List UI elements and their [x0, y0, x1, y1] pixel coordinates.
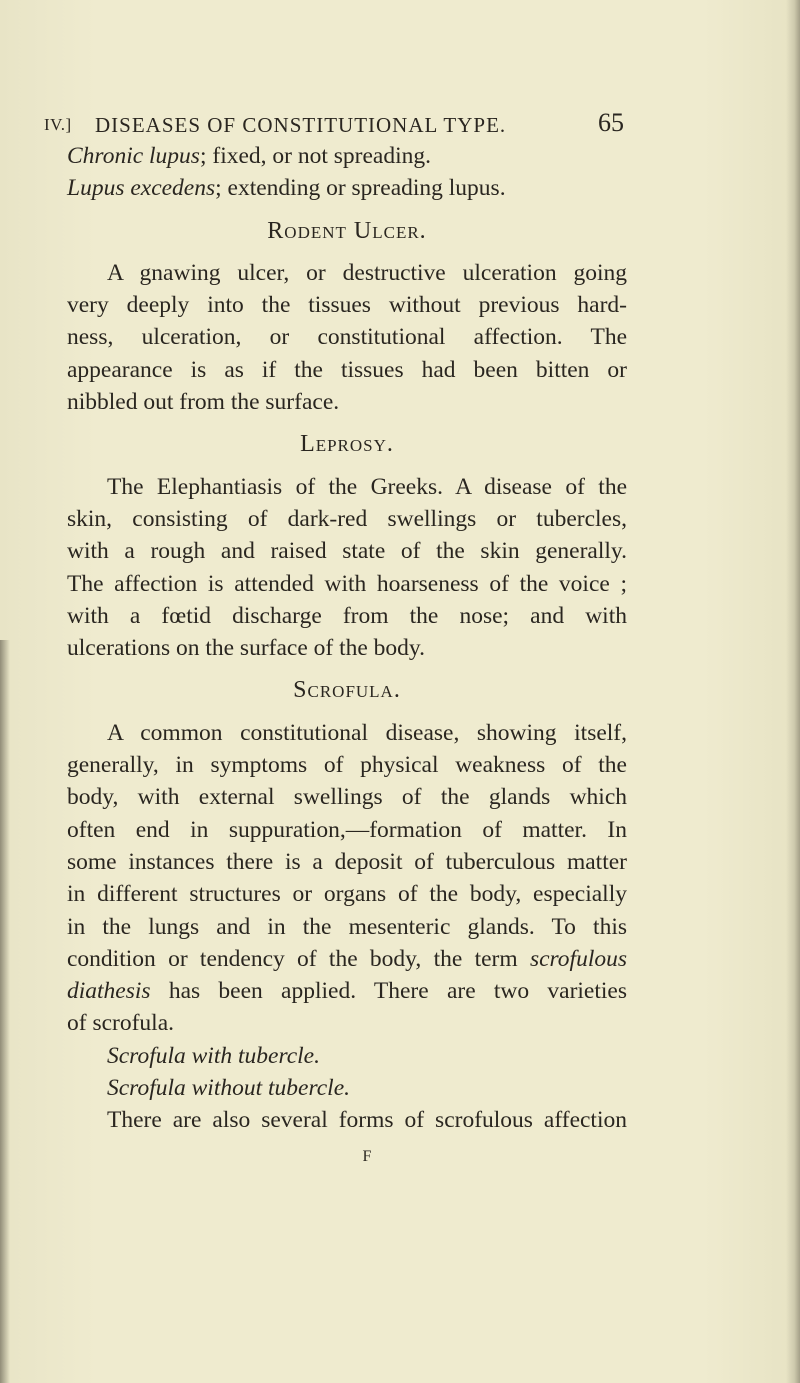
section-heading-rodent-ulcer: Rodent Ulcer.: [267, 217, 427, 244]
section-heading-scrofula: Scrofula.: [293, 677, 401, 704]
term-chronic-lupus: Chronic lupus: [67, 143, 200, 169]
term-scrofula-without-tubercle: Scrofula without tubercle.: [107, 1075, 351, 1102]
signature-mark: F: [362, 1147, 372, 1165]
text-line: ulcerations on the surface of the body.: [67, 635, 426, 662]
text-line: often end in suppuration,—formation of matter. In: [67, 816, 627, 843]
definition-text: ; extending or spreading lupus.: [215, 175, 506, 202]
paragraph-leprosy: [67, 471, 627, 665]
term-lupus-excedens: Lupus excedens: [67, 175, 216, 202]
binding-shadow: [0, 640, 10, 1383]
text-line: [67, 975, 627, 1007]
text-line: A gnawing ulcer, or destructive ulceration going: [107, 259, 627, 286]
text-line: very deeply into the tissues without previous hard-: [67, 292, 627, 319]
text-line: There are also several forms of scrofulous affection: [107, 1107, 627, 1134]
text-line: with a fœtid discharge from the nose; and with: [67, 602, 627, 629]
text-line: [67, 943, 627, 975]
text-line: appearance is as if the tissues had been bitten or: [67, 356, 627, 383]
paragraph-rodent-ulcer: [67, 257, 627, 418]
definition-lupus-excedens: [67, 172, 627, 204]
chapter-marker: IV.]: [44, 115, 72, 134]
running-title: DISEASES OF CONSTITUTIONAL TYPE.: [95, 113, 507, 137]
definition-chronic-lupus: [67, 140, 627, 172]
text-line: in different structures or organs of the body, especially: [67, 881, 627, 908]
term-scrofulous: scrofulous: [529, 945, 627, 972]
text-line: The Elephantiasis of the Greeks. A disease of the: [107, 473, 627, 500]
text-line: A common constitutional disease, showing itself,: [107, 719, 627, 746]
page-number: 65: [598, 108, 624, 137]
text-line: body, with external swellings of the glands which: [67, 784, 627, 811]
text-line: skin, consisting of dark-red swellings or tubercles,: [67, 505, 627, 532]
variety-without-tubercle: [67, 1072, 627, 1104]
text-line: ness, ulceration, or constitutional affection. The: [67, 324, 627, 351]
text-line: The affection is attended with hoarseness of the voice ;: [67, 570, 627, 597]
text-span: has been applied. There are two varieties: [150, 978, 627, 1005]
text-line: with a rough and raised state of the skin generally.: [67, 538, 627, 565]
text-line: of scrofula.: [67, 1010, 175, 1037]
definition-text: ; fixed, or not spreading.: [199, 143, 431, 169]
term-diathesis: diathesis: [67, 978, 151, 1005]
page-edge-shadow: [786, 0, 800, 1383]
term-scrofula-with-tubercle: Scrofula with tubercle.: [107, 1042, 320, 1069]
text-line: generally, in symptoms of physical weakness of the: [67, 752, 627, 779]
section-heading-leprosy: Leprosy.: [300, 431, 394, 458]
variety-with-tubercle: [67, 1040, 627, 1072]
text-line: nibbled out from the surface.: [67, 389, 340, 416]
text-line: some instances there is a deposit of tuberculous matter: [67, 848, 627, 875]
text-span: condition or tendency of the body, the term: [67, 945, 530, 972]
running-header: [44, 103, 634, 137]
text-line: in the lungs and in the mesenteric glands. To this: [67, 913, 627, 940]
page-body: [67, 140, 627, 1173]
paragraph-scrofula: [67, 717, 627, 1137]
